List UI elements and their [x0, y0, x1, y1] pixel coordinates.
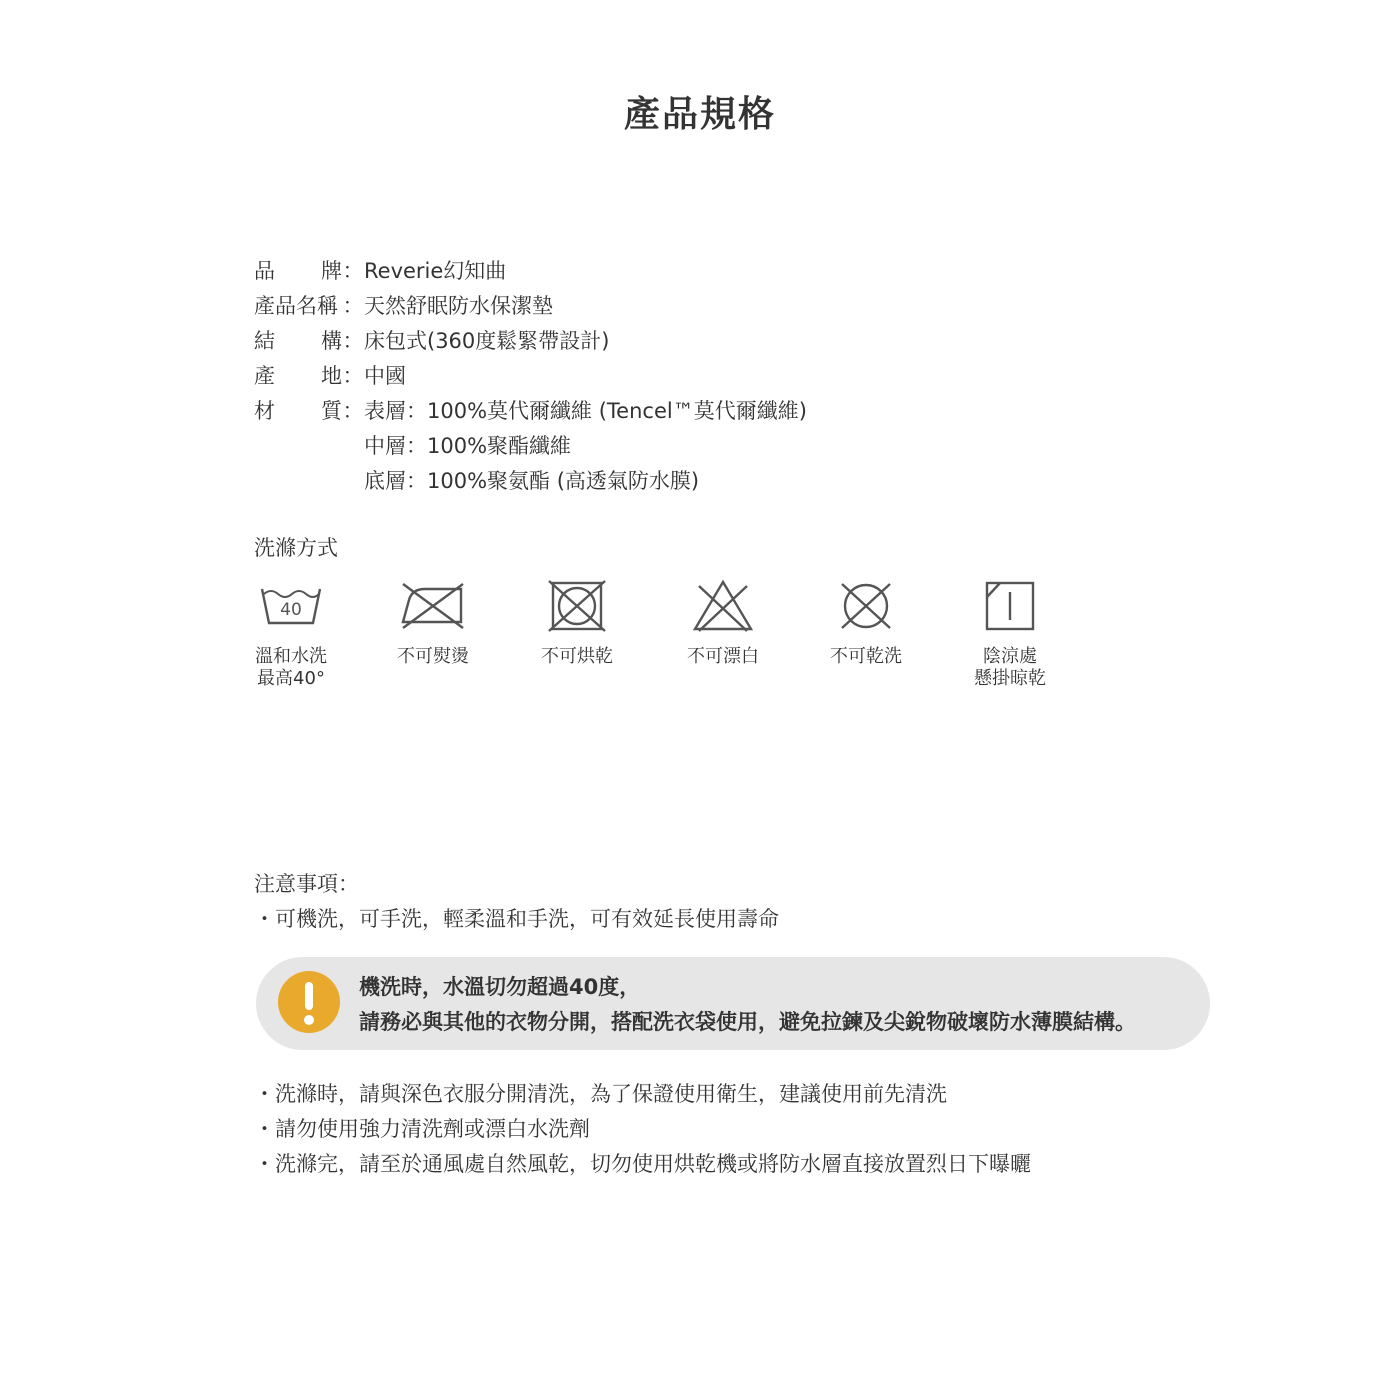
- spec-value: Reverie幻知曲: [364, 259, 507, 283]
- warning-line: 請務必與其他的衣物分開，搭配洗衣袋使用，避免拉鍊及尖銳物破壞防水薄膜結構。: [359, 1010, 1136, 1034]
- note-item: ・可機洗，可手洗，輕柔溫和手洗，可有效延長使用壽命: [254, 907, 779, 931]
- exclamation-icon: [276, 969, 342, 1035]
- no-iron-icon: [401, 580, 465, 632]
- spec-row-material: 材 質 ： 表層：100%莫代爾纖維 (Tencel™莫代爾纖維): [254, 394, 807, 429]
- spec-label: 材 質: [254, 399, 342, 423]
- spec-row-origin: 產 地 ： 中國: [254, 359, 807, 394]
- wash-item: [231, 580, 351, 690]
- spec-row-brand: 品 牌 ： Reverie幻知曲: [254, 254, 807, 289]
- wash-caption: 不可漂白: [687, 646, 759, 667]
- spec-value: 床包式(360度鬆緊帶設計): [364, 329, 610, 353]
- spec-value: 表層：100%莫代爾纖維 (Tencel™莫代爾纖維): [364, 399, 807, 423]
- warning-box: [256, 957, 1210, 1050]
- wash-item: [373, 580, 493, 668]
- wash-item: [806, 580, 926, 668]
- spec-value: 中國: [364, 364, 406, 388]
- note-item: ・洗滌完，請至於通風處自然風乾，切勿使用烘乾機或將防水層直接放置烈日下曝曬: [254, 1152, 1031, 1176]
- wash-caption: 不可烘乾: [541, 646, 613, 667]
- note-item: ・請勿使用強力清洗劑或漂白水洗劑: [254, 1117, 590, 1141]
- spec-value: 中層：100%聚酯纖維: [364, 434, 572, 458]
- wash-40-icon: [259, 580, 323, 632]
- no-tumble-dry-icon: [545, 580, 609, 632]
- notes-heading: 注意事項：: [254, 872, 359, 896]
- svg-text:40: 40: [280, 600, 302, 620]
- no-bleach-icon: [691, 580, 755, 632]
- line-dry-shade-icon: [978, 580, 1042, 632]
- wash-caption: 不可乾洗: [830, 646, 902, 667]
- spec-row-structure: 結 構 ： 床包式(360度鬆緊帶設計): [254, 324, 807, 359]
- spec-label: 產 地: [254, 364, 342, 388]
- note-item: ・洗滌時，請與深色衣服分開清洗，為了保證使用衛生，建議使用前先清洗: [254, 1082, 947, 1106]
- wash-item: [663, 580, 783, 668]
- spec-list: [254, 254, 807, 499]
- wash-caption: 不可熨燙: [397, 646, 469, 667]
- wash-caption: 溫和水洗 最高40°: [255, 646, 327, 689]
- wash-item: [950, 580, 1070, 690]
- spec-value: 天然舒眠防水保潔墊: [364, 294, 553, 318]
- spec-row-material-bottom: [254, 464, 807, 499]
- spec-row-product-name: 產品名稱 ： 天然舒眠防水保潔墊: [254, 289, 807, 324]
- spec-label: 品 牌: [254, 259, 342, 283]
- page-title: 產品規格: [623, 94, 776, 135]
- wash-caption: 陰涼處 懸掛晾乾: [974, 646, 1046, 689]
- no-dry-clean-icon: [834, 580, 898, 632]
- spec-row-material-middle: [254, 429, 807, 464]
- spec-label: 產品名稱: [254, 294, 338, 318]
- spec-value: 底層：100%聚氨酯 (高透氣防水膜): [364, 469, 700, 493]
- wash-heading: 洗滌方式: [254, 536, 338, 560]
- warning-line: 機洗時，水溫切勿超過40度，: [359, 975, 641, 999]
- spec-label: 結 構: [254, 329, 342, 353]
- wash-item: [517, 580, 637, 668]
